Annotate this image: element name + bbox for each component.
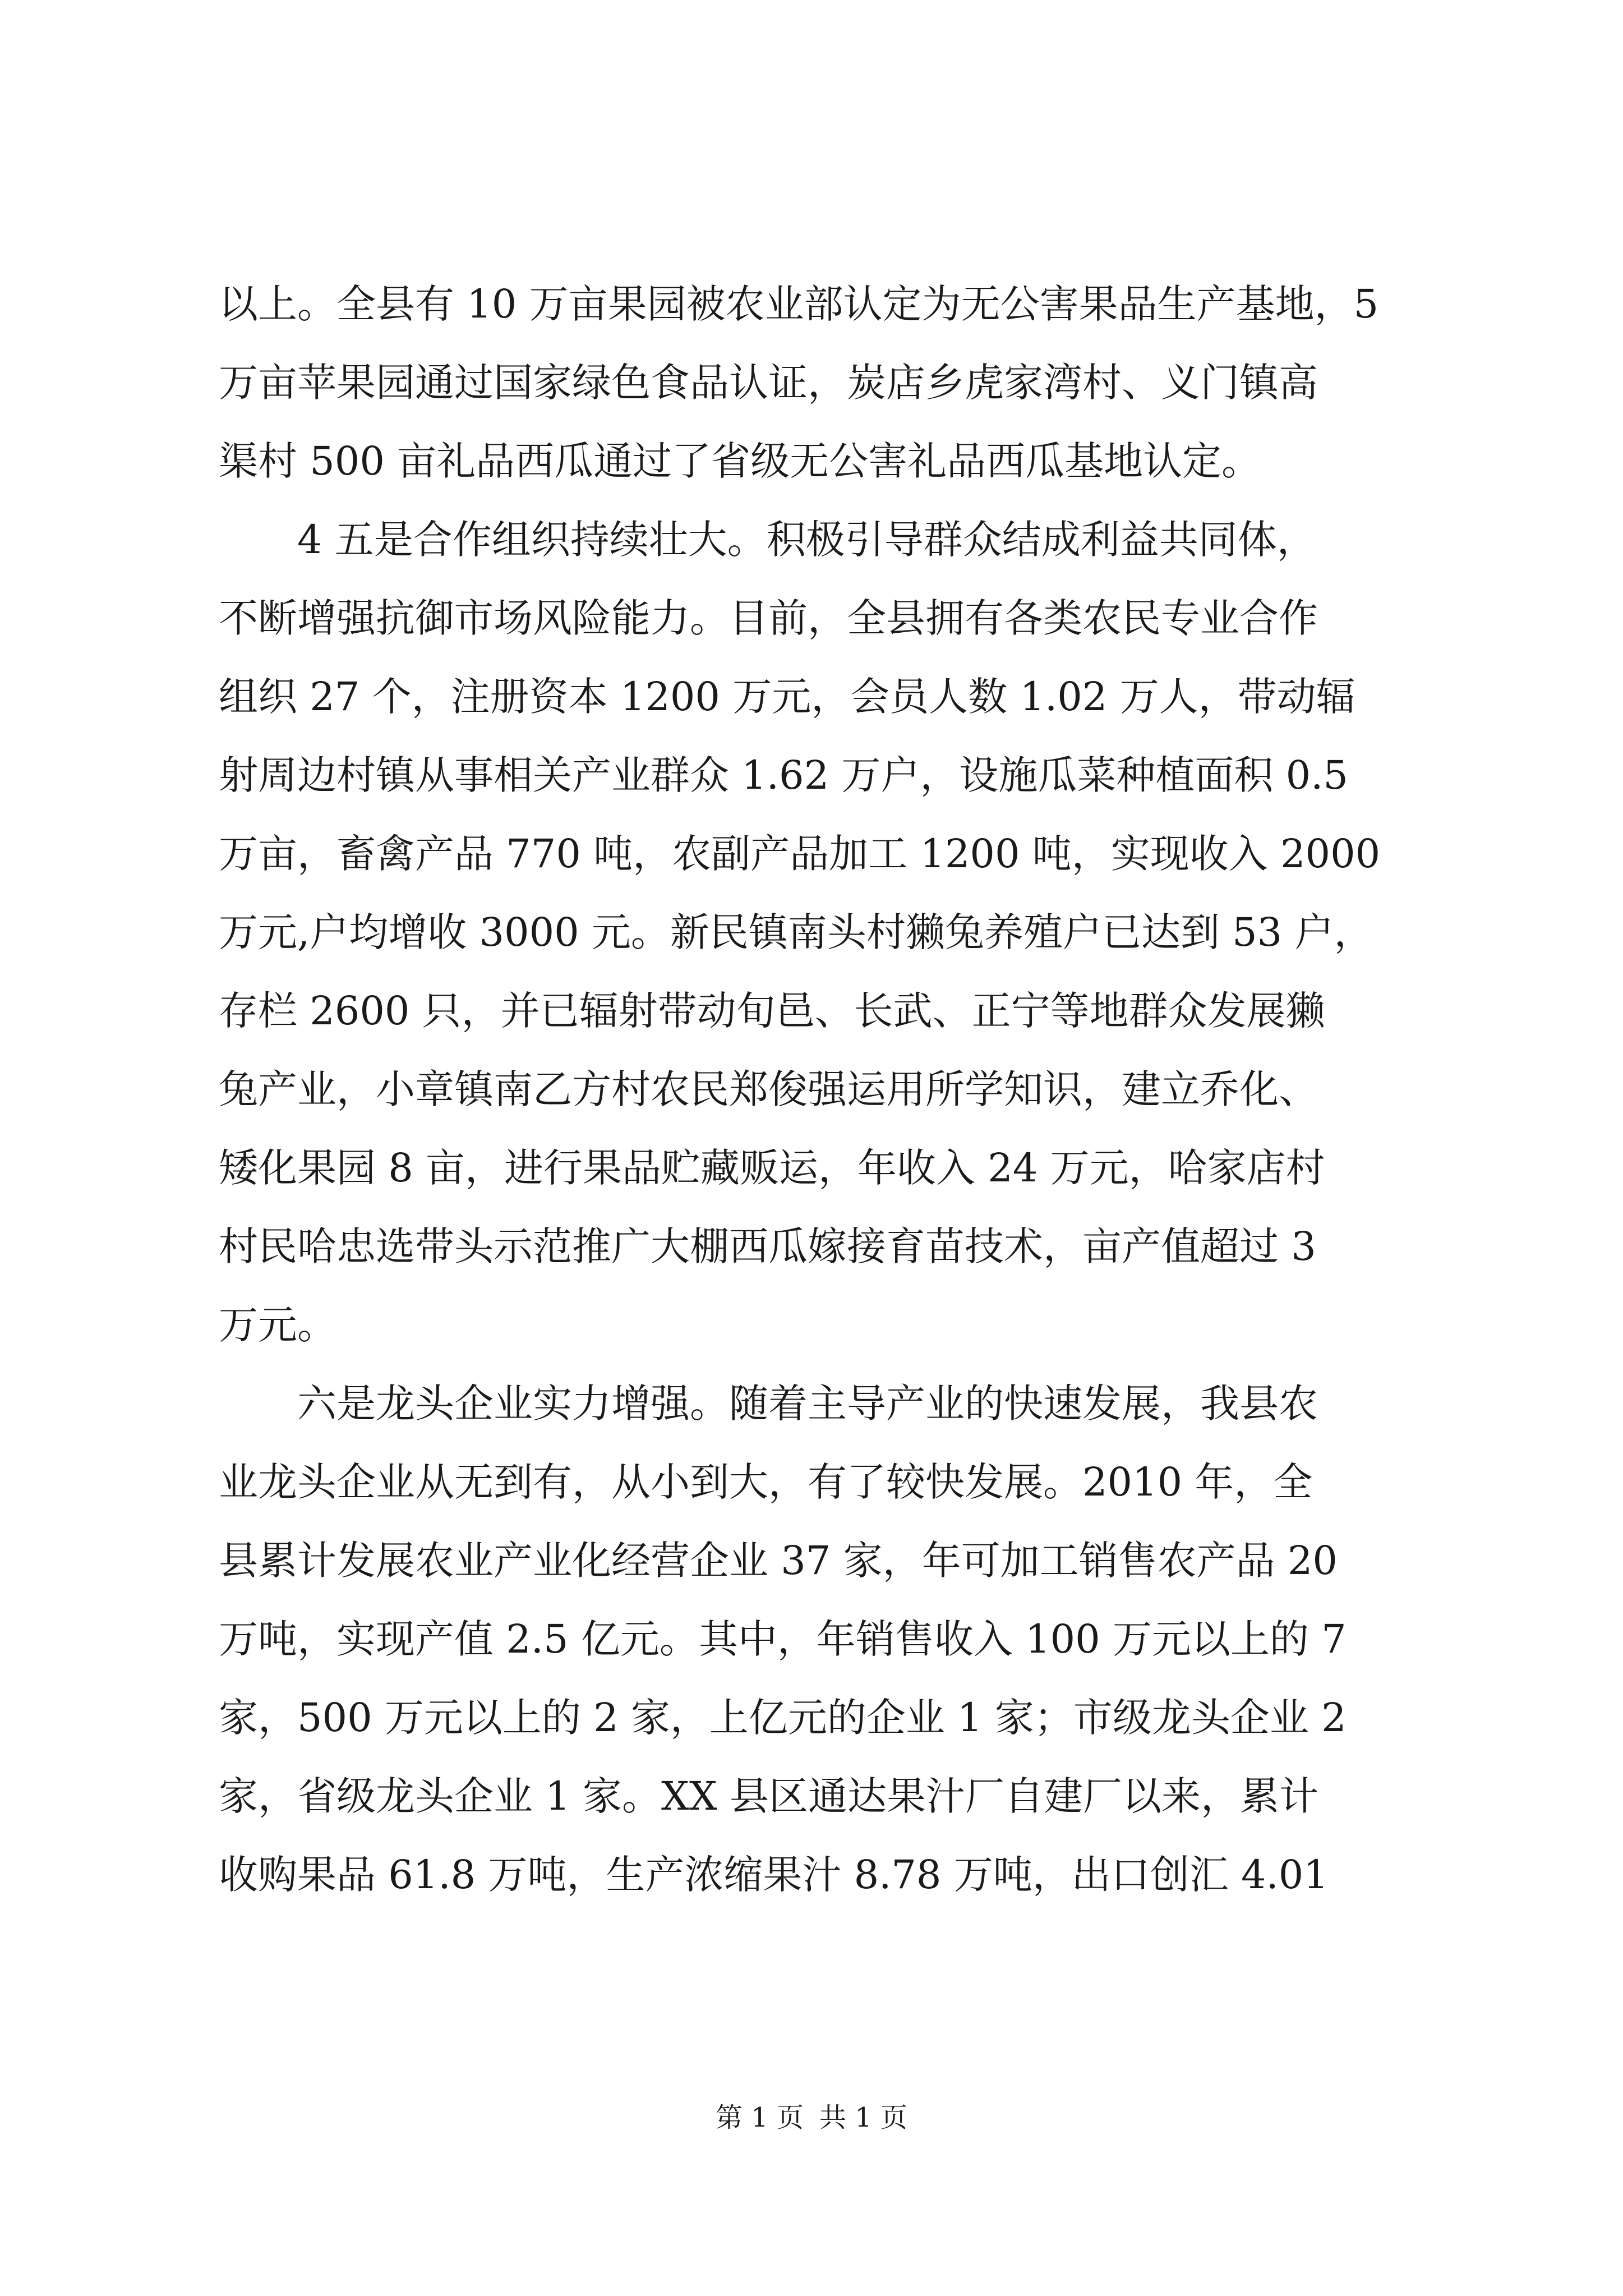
text-line: 业龙头企业从无到有，从小到大，有了较快发展。2010 年，全	[219, 1459, 1313, 1505]
page-number: 第 1 页	[715, 2102, 804, 2133]
text-line: 县累计发展农业产业化经营企业 37 家，年可加工销售农产品 20	[219, 1538, 1338, 1584]
text-line: 万吨，实现产值 2.5 亿元。其中，年销售收入 100 万元以上的 7	[219, 1616, 1347, 1662]
page-footer	[0, 2101, 1623, 2134]
paragraph	[219, 265, 1408, 500]
text-line: 兔产业，小章镇南乙方村农民郑俊强运用所学知识，建立乔化、	[219, 1066, 1318, 1112]
text-line: 组织 27 个，注册资本 1200 万元，会员人数 1.02 万人，带动辐	[219, 674, 1355, 720]
text-line: 万元。	[219, 1302, 336, 1348]
text-line: 万亩，畜禽产品 770 吨，农副产品加工 1200 吨，实现收入 2000	[219, 831, 1381, 877]
paragraph	[219, 500, 1408, 1364]
text-line: 4 五是合作组织持续壮大。积极引导群众结成利益共同体，	[297, 517, 1316, 563]
text-line: 收购果品 61.8 万吨，生产浓缩果汁 8.78 万吨，出口创汇 4.01	[219, 1852, 1329, 1898]
text-line: 万亩苹果园通过国家绿色食品认证，炭店乡虎家湾村、义门镇高	[219, 360, 1318, 406]
text-line: 家，省级龙头企业 1 家。XX 县区通达果汁厂自建厂以来，累计	[219, 1773, 1318, 1819]
page-total: 共 1 页	[819, 2102, 908, 2133]
text-line: 家，500 万元以上的 2 家，上亿元的企业 1 家；市级龙头企业 2	[219, 1695, 1347, 1741]
text-line: 万元,户均增收 3000 元。新民镇南头村獭兔养殖户已达到 53 户，	[219, 909, 1373, 955]
text-line: 不断增强抗御市场风险能力。目前，全县拥有各类农民专业合作	[219, 595, 1318, 641]
text-line: 渠村 500 亩礼品西瓜通过了省级无公害礼品西瓜基地认定。	[219, 438, 1261, 484]
text-line: 矮化果园 8 亩，进行果品贮藏贩运，年收入 24 万元，哈家店村	[219, 1145, 1325, 1191]
text-line: 存栏 2600 只，并已辐射带动旬邑、长武、正宁等地群众发展獭	[219, 988, 1325, 1034]
body-text	[219, 265, 1408, 1914]
text-line: 以上。全县有 10 万亩果园被农业部认定为无公害果品生产基地，5	[219, 281, 1379, 327]
paragraph	[219, 1364, 1408, 1914]
text-line: 村民哈忠选带头示范推广大棚西瓜嫁接育苗技术，亩产值超过 3	[219, 1223, 1316, 1269]
text-line: 六是龙头企业实力增强。随着主导产业的快速发展，我县农	[297, 1381, 1318, 1427]
text-line: 射周边村镇从事相关产业群众 1.62 万户，设施瓜菜种植面积 0.5	[219, 752, 1348, 798]
